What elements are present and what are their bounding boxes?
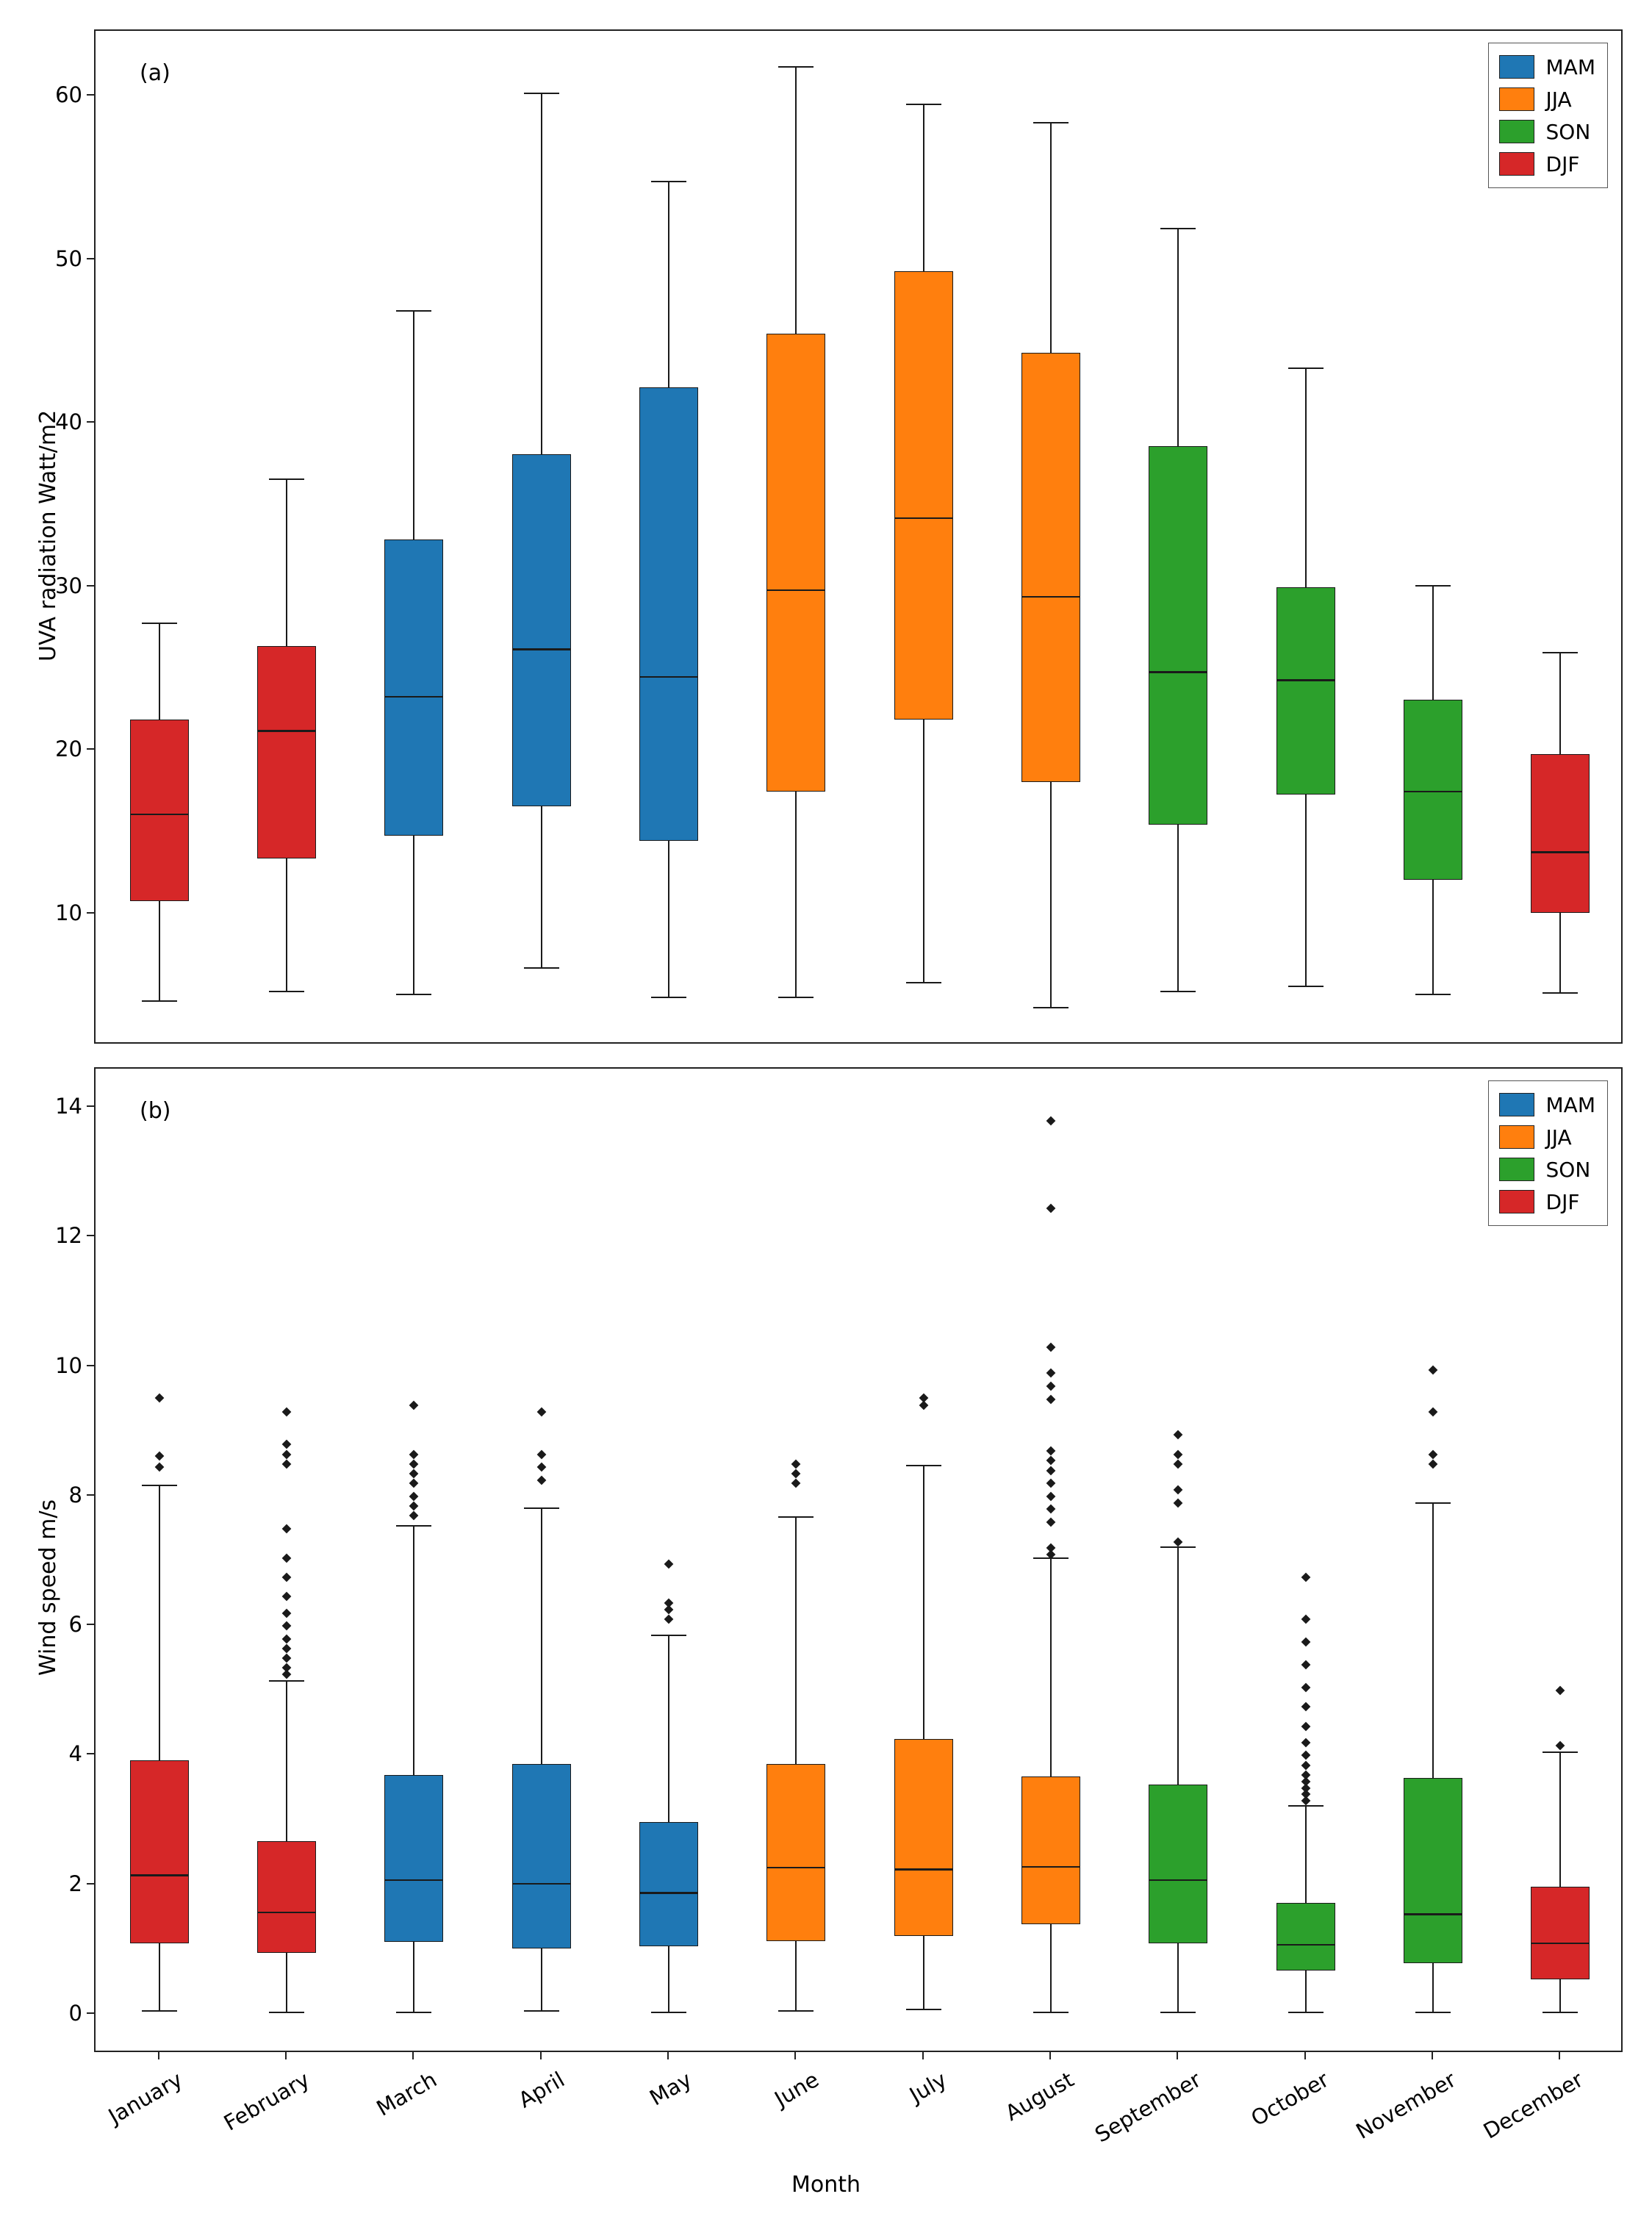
cap-lower bbox=[1543, 2012, 1578, 2013]
y-tick-mark bbox=[87, 1883, 94, 1885]
cap-upper bbox=[1543, 652, 1578, 653]
x-tick-label-august: August bbox=[1001, 2067, 1078, 2126]
legend-swatch-djf bbox=[1499, 152, 1534, 176]
box-iqr bbox=[1531, 754, 1590, 913]
x-tick-mark bbox=[922, 2052, 924, 2059]
legend-swatch-djf bbox=[1499, 1190, 1534, 1213]
x-tick-label-december: December bbox=[1479, 2067, 1588, 2144]
whisker-upper bbox=[1559, 653, 1561, 754]
legend-swatch-son bbox=[1499, 1158, 1534, 1181]
y-tick-mark bbox=[87, 1753, 94, 1754]
y-axis-label-b: Wind speed m/s bbox=[35, 1499, 61, 1676]
y-tick-mark bbox=[87, 585, 94, 587]
x-tick-label-april: April bbox=[514, 2067, 569, 2113]
legend-b bbox=[1488, 1080, 1608, 1226]
median-line bbox=[1531, 1943, 1590, 1944]
boxplot-december bbox=[96, 1069, 1621, 2051]
legend-label: SON bbox=[1545, 1157, 1591, 1182]
legend-label: SON bbox=[1545, 119, 1591, 144]
cap-upper bbox=[1543, 1751, 1578, 1753]
legend-item-mam bbox=[1499, 51, 1595, 83]
whisker-lower bbox=[1559, 913, 1561, 993]
y-tick-mark bbox=[87, 94, 94, 96]
y-tick-mark bbox=[87, 912, 94, 914]
x-tick-mark bbox=[1559, 2052, 1560, 2059]
y-tick-label: 8 bbox=[68, 1482, 82, 1507]
plot-area-a bbox=[96, 31, 1621, 1042]
y-tick-mark bbox=[87, 1235, 94, 1236]
legend-item-son bbox=[1499, 1153, 1595, 1186]
x-tick-label-february: February bbox=[219, 2067, 314, 2136]
x-tick-mark bbox=[1304, 2052, 1306, 2059]
legend-item-djf bbox=[1499, 148, 1595, 180]
legend-swatch-jja bbox=[1499, 87, 1534, 111]
x-tick-mark bbox=[158, 2052, 159, 2059]
panel-wind-speed bbox=[94, 1067, 1623, 2052]
panel-tag-a: (a) bbox=[140, 60, 170, 86]
x-tick-mark bbox=[667, 2052, 669, 2059]
legend-swatch-son bbox=[1499, 120, 1534, 143]
y-tick-mark bbox=[87, 1624, 94, 1625]
outlier-marker bbox=[1556, 1686, 1565, 1696]
x-tick-label-may: May bbox=[645, 2067, 696, 2111]
x-tick-mark bbox=[412, 2052, 414, 2059]
whisker-lower bbox=[1559, 1979, 1561, 2012]
x-axis-label: Month bbox=[791, 2172, 861, 2198]
legend-label: DJF bbox=[1545, 1189, 1580, 1214]
x-tick-mark bbox=[285, 2052, 287, 2059]
legend-label: JJA bbox=[1545, 1125, 1572, 1150]
x-tick-label-november: November bbox=[1351, 2067, 1460, 2144]
y-tick-label: 20 bbox=[55, 736, 82, 762]
x-tick-label-january: January bbox=[104, 2067, 187, 2129]
median-line bbox=[1531, 851, 1590, 853]
whisker-upper bbox=[1559, 1752, 1561, 1886]
y-tick-mark bbox=[87, 2012, 94, 2014]
y-tick-label: 14 bbox=[55, 1093, 82, 1119]
y-tick-label: 0 bbox=[68, 2001, 82, 2026]
panel-tag-b: (b) bbox=[140, 1098, 171, 1124]
legend-swatch-mam bbox=[1499, 1093, 1534, 1116]
x-tick-mark bbox=[540, 2052, 542, 2059]
x-tick-mark bbox=[1049, 2052, 1051, 2059]
x-tick-label-july: July bbox=[905, 2067, 951, 2108]
y-tick-label: 2 bbox=[68, 1871, 82, 1896]
y-tick-label: 4 bbox=[68, 1741, 82, 1767]
y-tick-label: 6 bbox=[68, 1612, 82, 1638]
y-tick-mark bbox=[87, 1105, 94, 1107]
x-tick-mark bbox=[794, 2052, 796, 2059]
y-tick-mark bbox=[87, 748, 94, 750]
cap-lower bbox=[1543, 992, 1578, 994]
y-tick-label: 30 bbox=[55, 573, 82, 598]
x-tick-label-october: October bbox=[1246, 2067, 1333, 2131]
legend-swatch-mam bbox=[1499, 55, 1534, 79]
y-tick-label: 12 bbox=[55, 1223, 82, 1249]
legend-label: DJF bbox=[1545, 151, 1580, 176]
x-tick-label-september: September bbox=[1091, 2067, 1206, 2148]
legend-label: MAM bbox=[1545, 54, 1595, 79]
y-tick-mark bbox=[87, 1494, 94, 1496]
x-tick-mark bbox=[1432, 2052, 1433, 2059]
legend-a bbox=[1488, 43, 1608, 188]
legend-swatch-jja bbox=[1499, 1125, 1534, 1149]
boxplot-december bbox=[96, 31, 1621, 1042]
x-tick-mark bbox=[1177, 2052, 1178, 2059]
y-tick-label: 40 bbox=[55, 409, 82, 435]
box-iqr bbox=[1531, 1887, 1590, 1979]
plot-area-b bbox=[96, 1069, 1621, 2051]
legend-label: JJA bbox=[1545, 87, 1572, 112]
outlier-marker bbox=[1556, 1741, 1565, 1751]
y-axis-label-a: UVA radiation Watt/m2 bbox=[35, 409, 61, 661]
legend-item-mam bbox=[1499, 1089, 1595, 1121]
y-tick-label: 10 bbox=[55, 1352, 82, 1378]
x-tick-label-march: March bbox=[372, 2067, 442, 2121]
legend-label: MAM bbox=[1545, 1092, 1595, 1117]
panel-uva-radiation bbox=[94, 29, 1623, 1044]
legend-item-jja bbox=[1499, 83, 1595, 115]
y-tick-mark bbox=[87, 1365, 94, 1366]
y-tick-label: 60 bbox=[55, 82, 82, 108]
y-tick-label: 50 bbox=[55, 245, 82, 271]
legend-item-djf bbox=[1499, 1186, 1595, 1218]
y-tick-mark bbox=[87, 421, 94, 423]
legend-item-jja bbox=[1499, 1121, 1595, 1153]
legend-item-son bbox=[1499, 115, 1595, 148]
y-tick-mark bbox=[87, 258, 94, 259]
y-tick-label: 10 bbox=[55, 900, 82, 925]
x-tick-label-june: June bbox=[770, 2067, 824, 2112]
